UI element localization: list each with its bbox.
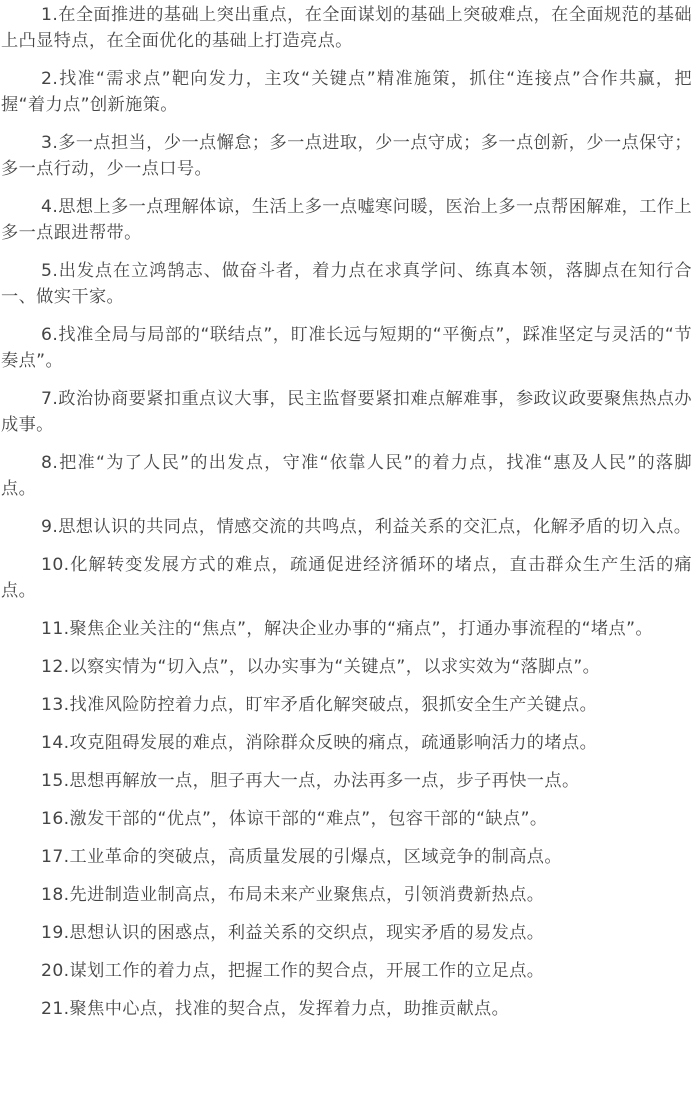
paragraph-13: 13.找准风险防控着力点，盯牢矛盾化解突破点，狠抓安全生产关键点。 — [41, 695, 598, 715]
paragraph-12: 12.以察实情为“切入点”，以办实事为“关键点”，以求实效为“落脚点”。 — [41, 657, 601, 677]
paragraph-19: 19.思想认识的困惑点，利益关系的交织点，现实矛盾的易发点。 — [41, 923, 545, 943]
paragraph-8: 8.把准“为了人民”的出发点，守准“依靠人民”的着力点，找准“惠及人民”的落脚点。 — [1, 453, 692, 499]
paragraph-18: 18.先进制造业制高点，布局未来产业聚焦点，引领消费新热点。 — [41, 885, 545, 905]
paragraph-20: 20.谋划工作的着力点，把握工作的契合点，开展工作的立足点。 — [41, 961, 545, 981]
paragraph-10: 10.化解转变发展方式的难点，疏通促进经济循环的堵点，直击群众生产生活的痛点。 — [1, 555, 692, 601]
paragraph-3: 3.多一点担当，少一点懈怠；多一点进取，少一点守成；多一点创新，少一点保守；多一点行动，少一点口号。 — [1, 133, 692, 179]
paragraph-5: 5.出发点在立鸿鹄志、做奋斗者，着力点在求真学问、练真本领，落脚点在知行合一、做实干家。 — [1, 261, 692, 307]
paragraph-9: 9.思想认识的共同点，情感交流的共鸣点，利益关系的交汇点，化解矛盾的切入点。 — [41, 517, 692, 537]
paragraph-17: 17.工业革命的突破点，高质量发展的引爆点，区域竞争的制高点。 — [41, 847, 562, 867]
paragraph-21: 21.聚焦中心点，找准的契合点，发挥着力点，助推贡献点。 — [41, 999, 510, 1019]
paragraph-16: 16.激发干部的“优点”，体谅干部的“难点”，包容干部的“缺点”。 — [41, 809, 548, 829]
paragraph-6: 6.找准全局与局部的“联结点”，盯准长远与短期的“平衡点”，踩准坚定与灵活的“节奏点”。 — [1, 325, 692, 371]
paragraph-15: 15.思想再解放一点，胆子再大一点，办法再多一点，步子再快一点。 — [41, 771, 580, 791]
paragraph-14: 14.攻克阻碍发展的难点，消除群众反映的痛点，疏通影响活力的堵点。 — [41, 733, 598, 753]
paragraph-1: 1.在全面推进的基础上突出重点，在全面谋划的基础上突破难点，在全面规范的基础上凸显特点，在全面优化的基础上打造亮点。 — [1, 5, 692, 51]
paragraph-11: 11.聚焦企业关注的“焦点”，解决企业办事的“痛点”，打通办事流程的“堵点”。 — [41, 619, 653, 639]
paragraph-4: 4.思想上多一点理解体谅，生活上多一点嘘寒问暖，医治上多一点帮困解难，工作上多一点跟进帮带。 — [1, 197, 692, 243]
paragraph-7: 7.政治协商要紧扣重点议大事，民主监督要紧扣难点解难事，参政议政要聚焦热点办成事。 — [1, 389, 692, 435]
paragraph-2: 2.找准“需求点”靶向发力，主攻“关键点”精准施策，抓住“连接点”合作共赢，把握“着力点”创新施策。 — [1, 69, 692, 115]
